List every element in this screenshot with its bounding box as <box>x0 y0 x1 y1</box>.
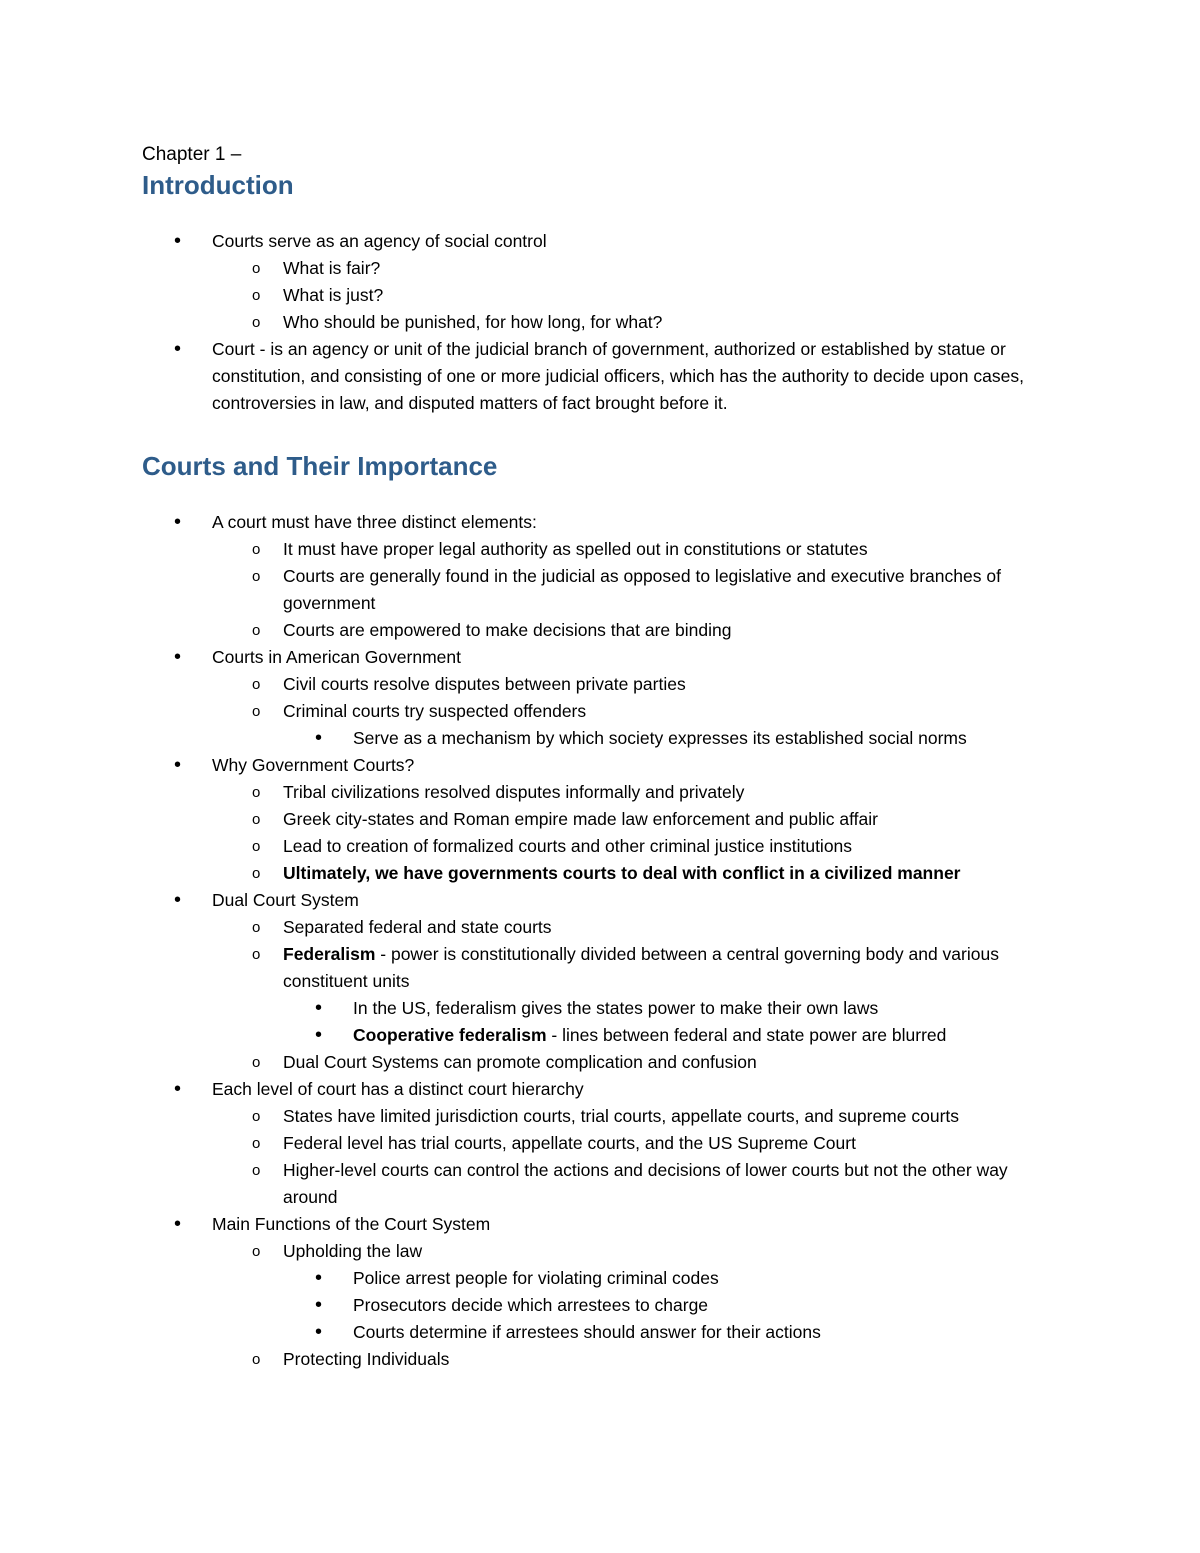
bullet-icon: • <box>315 1267 323 1289</box>
bullet-icon: • <box>174 338 182 360</box>
list-item-level-1 <box>142 644 1060 671</box>
list-item-level-2 <box>142 671 1060 698</box>
list-item-level-2 <box>142 1049 1060 1076</box>
hollow-bullet-icon: o <box>252 568 261 585</box>
hollow-bullet-icon: o <box>252 784 261 801</box>
list-item-text: Separated federal and state courts <box>283 917 552 937</box>
hollow-bullet-icon: o <box>252 1135 261 1152</box>
list-item-text: Police arrest people for violating criminal codes <box>353 1268 719 1288</box>
list-item-level-2 <box>142 779 1060 806</box>
hollow-bullet-icon: o <box>252 1351 261 1368</box>
list-item-text: It must have proper legal authority as spelled out in constitutions or statutes <box>283 539 868 559</box>
list-item-text: In the US, federalism gives the states power to make their own laws <box>353 998 879 1018</box>
bullet-icon: • <box>174 889 182 911</box>
hollow-bullet-icon: o <box>252 1054 261 1071</box>
list-item-text: - power is constitutionally divided between a central governing body and various constituent units <box>283 944 999 991</box>
list-item-text: Upholding the law <box>283 1241 423 1261</box>
list-item-text: A court must have three distinct elements: <box>212 512 537 532</box>
list-item-level-1 <box>142 509 1060 536</box>
hollow-bullet-icon: o <box>252 946 261 963</box>
list-item-level-1 <box>142 887 1060 914</box>
section-heading-introduction: Introduction <box>142 170 294 200</box>
hollow-bullet-icon: o <box>252 1162 261 1179</box>
hollow-bullet-icon: o <box>252 314 261 331</box>
list-item-level-2 <box>142 1103 1060 1130</box>
bullet-icon: • <box>315 1321 323 1343</box>
list-item-level-2 <box>142 309 1060 336</box>
list-item-level-2 <box>142 833 1060 860</box>
hollow-bullet-icon: o <box>252 919 261 936</box>
hollow-bullet-icon: o <box>252 676 261 693</box>
list-item-level-2 <box>142 806 1060 833</box>
list-item-text: Who should be punished, for how long, for what? <box>283 312 663 332</box>
list-item-text: Serve as a mechanism by which society expresses its established social norms <box>353 728 967 748</box>
list-item-level-2 <box>142 1130 1060 1157</box>
hollow-bullet-icon: o <box>252 260 261 277</box>
hollow-bullet-icon: o <box>252 703 261 720</box>
list-item-text: Courts are empowered to make decisions that are binding <box>283 620 732 640</box>
list-item-text: States have limited jurisdiction courts, trial courts, appellate courts, and supreme courts <box>283 1106 960 1126</box>
list-item-level-2 <box>142 1238 1060 1265</box>
list-item-level-3 <box>142 995 1060 1022</box>
hollow-bullet-icon: o <box>252 541 261 558</box>
list-item-level-1 <box>142 336 1060 417</box>
list-item-level-2 <box>142 617 1060 644</box>
list-item-level-2 <box>142 698 1060 725</box>
bullet-icon: • <box>174 1078 182 1100</box>
list-item-text: Dual Court System <box>212 890 359 910</box>
list-item-level-3 <box>142 1292 1060 1319</box>
list-item-text: What is fair? <box>283 258 381 278</box>
list-item-level-2 <box>142 941 1060 995</box>
chapter-label: Chapter 1 – <box>142 144 242 165</box>
list-item-level-2 <box>142 282 1060 309</box>
list-item-text: What is just? <box>283 285 384 305</box>
bullet-icon: • <box>315 727 323 749</box>
bold-term: Federalism <box>283 944 376 964</box>
list-item-text: Each level of court has a distinct court hierarchy <box>212 1079 584 1099</box>
list-item-text: Courts are generally found in the judicial as opposed to legislative and executive branches of government <box>283 566 1001 613</box>
hollow-bullet-icon: o <box>252 838 261 855</box>
list-item-text: Greek city-states and Roman empire made law enforcement and public affair <box>283 809 878 829</box>
bullet-icon: • <box>174 646 182 668</box>
list-item-text: Higher-level courts can control the actions and decisions of lower courts but not the other way around <box>283 1160 1008 1207</box>
list-item-level-2 <box>142 860 1060 887</box>
hollow-bullet-icon: o <box>252 622 261 639</box>
list-item-text: Courts in American Government <box>212 647 461 667</box>
introduction-list <box>142 228 1060 417</box>
list-item-level-2 <box>142 1157 1060 1211</box>
list-item-text: Courts serve as an agency of social control <box>212 231 547 251</box>
list-item-level-2 <box>142 563 1060 617</box>
courts-importance-list <box>142 509 1060 1373</box>
bullet-icon: • <box>315 1294 323 1316</box>
list-item-level-3 <box>142 725 1060 752</box>
list-item-text: Federal level has trial courts, appellate courts, and the US Supreme Court <box>283 1133 856 1153</box>
list-item-text: Court - is an agency or unit of the judicial branch of government, authorized or established by statue or constitution, and consisting of one or more judicial officers, which has the authority to decide upon cases, controversies in law, and disputed matters of fact brought before it. <box>212 339 1024 413</box>
list-item-text: Dual Court Systems can promote complication and confusion <box>283 1052 757 1072</box>
list-item-text: Courts determine if arrestees should answer for their actions <box>353 1322 821 1342</box>
bullet-icon: • <box>174 230 182 252</box>
bold-term: Cooperative federalism <box>353 1025 547 1045</box>
bullet-icon: • <box>174 511 182 533</box>
list-item-level-2 <box>142 1346 1060 1373</box>
list-item-level-2 <box>142 536 1060 563</box>
bold-term: Ultimately, we have governments courts to deal with conflict in a civilized manner <box>283 863 961 883</box>
bullet-icon: • <box>315 1024 323 1046</box>
section-heading-courts-importance: Courts and Their Importance <box>142 451 498 481</box>
bullet-icon: • <box>315 997 323 1019</box>
list-item-level-1 <box>142 1211 1060 1238</box>
hollow-bullet-icon: o <box>252 865 261 882</box>
hollow-bullet-icon: o <box>252 811 261 828</box>
list-item-text: Lead to creation of formalized courts and other criminal justice institutions <box>283 836 853 856</box>
list-item-text: Criminal courts try suspected offenders <box>283 701 587 721</box>
list-item-level-3 <box>142 1265 1060 1292</box>
list-item-level-1 <box>142 228 1060 255</box>
list-item-text: Protecting Individuals <box>283 1349 450 1369</box>
bullet-icon: • <box>174 754 182 776</box>
bullet-icon: • <box>174 1213 182 1235</box>
list-item-text: Prosecutors decide which arrestees to charge <box>353 1295 709 1315</box>
list-item-text: Why Government Courts? <box>212 755 415 775</box>
list-item-text: Tribal civilizations resolved disputes informally and privately <box>283 782 745 802</box>
list-item-level-3 <box>142 1022 1060 1049</box>
list-item-text: - lines between federal and state power are blurred <box>546 1025 947 1045</box>
list-item-level-2 <box>142 255 1060 282</box>
hollow-bullet-icon: o <box>252 287 261 304</box>
list-item-level-2 <box>142 914 1060 941</box>
list-item-level-3 <box>142 1319 1060 1346</box>
hollow-bullet-icon: o <box>252 1108 261 1125</box>
list-item-text: Main Functions of the Court System <box>212 1214 491 1234</box>
list-item-text: Civil courts resolve disputes between private parties <box>283 674 686 694</box>
list-item-level-1 <box>142 752 1060 779</box>
hollow-bullet-icon: o <box>252 1243 261 1260</box>
list-item-level-1 <box>142 1076 1060 1103</box>
